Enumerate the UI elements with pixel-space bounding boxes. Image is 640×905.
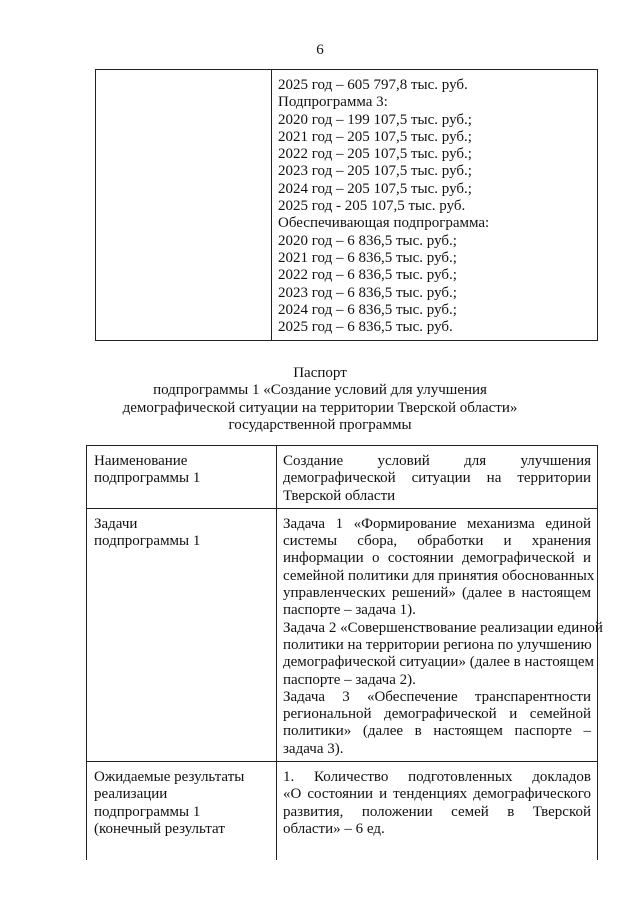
- funding-line: 2020 год – 199 107,5 тыс. руб.;: [278, 111, 472, 128]
- funding-line: 2023 год – 6 836,5 тыс. руб.;: [278, 284, 457, 301]
- page-number: 6: [316, 42, 324, 58]
- passport-table: [86, 445, 603, 860]
- funding-line: 2025 год – 6 836,5 тыс. руб.: [278, 319, 453, 336]
- label-line: Задачи: [94, 515, 138, 532]
- value-line: демографической ситуации на территории: [283, 470, 591, 487]
- label-line: (конечный результат: [94, 820, 225, 837]
- passport-title: [0, 365, 640, 434]
- funding-line: 2024 год – 6 836,5 тыс. руб.;: [278, 301, 457, 318]
- row-label-tasks: [87, 508, 277, 761]
- funding-line: 2023 год – 205 107,5 тыс. руб.;: [278, 163, 472, 180]
- value-line: области» – 6 ед.: [283, 820, 385, 837]
- table-row: [87, 762, 598, 861]
- row-value-tasks: [277, 508, 603, 761]
- funding-line: 2025 год - 205 107,5 тыс. руб.: [278, 198, 466, 215]
- value-line: семейной политики для принятия обоснованных: [283, 567, 595, 584]
- passport-title-line: подпрограммы 1 «Создание условий для улучшения: [153, 382, 487, 399]
- label-line: подпрограммы 1: [94, 803, 201, 820]
- passport-title-line: Паспорт: [293, 365, 347, 381]
- value-line: Задача 2 «Совершенствование реализации единой: [283, 619, 603, 636]
- value-line: политики» (далее в настоящем паспорте –: [283, 723, 591, 740]
- value-line: 1. Количество подготовленных докладов: [283, 769, 591, 786]
- passport-title-line: демографической ситуации на территории Тверской области»: [122, 399, 518, 416]
- label-line: Ожидаемые результаты: [94, 769, 245, 786]
- funding-line: 2024 год – 205 107,5 тыс. руб.;: [278, 180, 472, 197]
- value-line: региональной демографической и семейной: [283, 706, 591, 723]
- value-line: паспорте – задача 1).: [283, 602, 416, 619]
- table-row: [87, 508, 598, 761]
- value-line: Тверской области: [283, 487, 396, 504]
- funding-line: 2021 год – 205 107,5 тыс. руб.;: [278, 128, 472, 145]
- funding-line: 2025 год – 605 797,8 тыс. руб.: [278, 77, 468, 93]
- value-line: политики на территории региона по улучшению: [283, 636, 592, 653]
- label-line: Наименование: [94, 453, 188, 469]
- passport-title-line: государственной программы: [228, 416, 412, 433]
- value-line: «О состоянии и тенденциях демографического: [283, 786, 591, 803]
- value-line: информации о состоянии демографической и: [283, 550, 591, 567]
- funding-line: Подпрограмма 3:: [278, 94, 388, 111]
- row-value-name: [277, 446, 598, 509]
- row-label-results: [87, 762, 277, 861]
- value-line: системы сбора, обработки и хранения: [283, 533, 591, 550]
- value-line: Создание условий для улучшения: [283, 453, 591, 469]
- funding-line: 2022 год – 205 107,5 тыс. руб.;: [278, 146, 472, 163]
- label-line: подпрограммы 1: [94, 470, 201, 487]
- empty-label-cell: [96, 70, 272, 341]
- label-line: реализации: [94, 786, 168, 803]
- table-row: [87, 446, 598, 509]
- value-line: паспорте – задача 2).: [283, 671, 416, 688]
- funding-line: 2020 год – 6 836,5 тыс. руб.;: [278, 232, 457, 249]
- funding-continuation-table: [95, 69, 598, 341]
- label-line: подпрограммы 1: [94, 533, 201, 550]
- funding-line: 2022 год – 6 836,5 тыс. руб.;: [278, 267, 457, 284]
- value-line: Задача 3 «Обеспечение транспарентности: [283, 688, 591, 705]
- row-label-name: [87, 446, 277, 509]
- funding-line: Обеспечивающая подпрограмма:: [278, 215, 490, 232]
- value-line: демографической ситуации» (далее в настоящем: [283, 654, 595, 671]
- row-value-results: [277, 762, 598, 861]
- funding-values-cell: [272, 70, 598, 341]
- value-line: развития, положении семей в Тверской: [283, 803, 591, 820]
- value-line: Задача 1 «Формирование механизма единой: [283, 515, 591, 532]
- value-line: задача 3).: [283, 740, 344, 757]
- value-line: управленческих решений» (далее в настоящем: [283, 585, 591, 602]
- funding-line: 2021 год – 6 836,5 тыс. руб.;: [278, 249, 457, 266]
